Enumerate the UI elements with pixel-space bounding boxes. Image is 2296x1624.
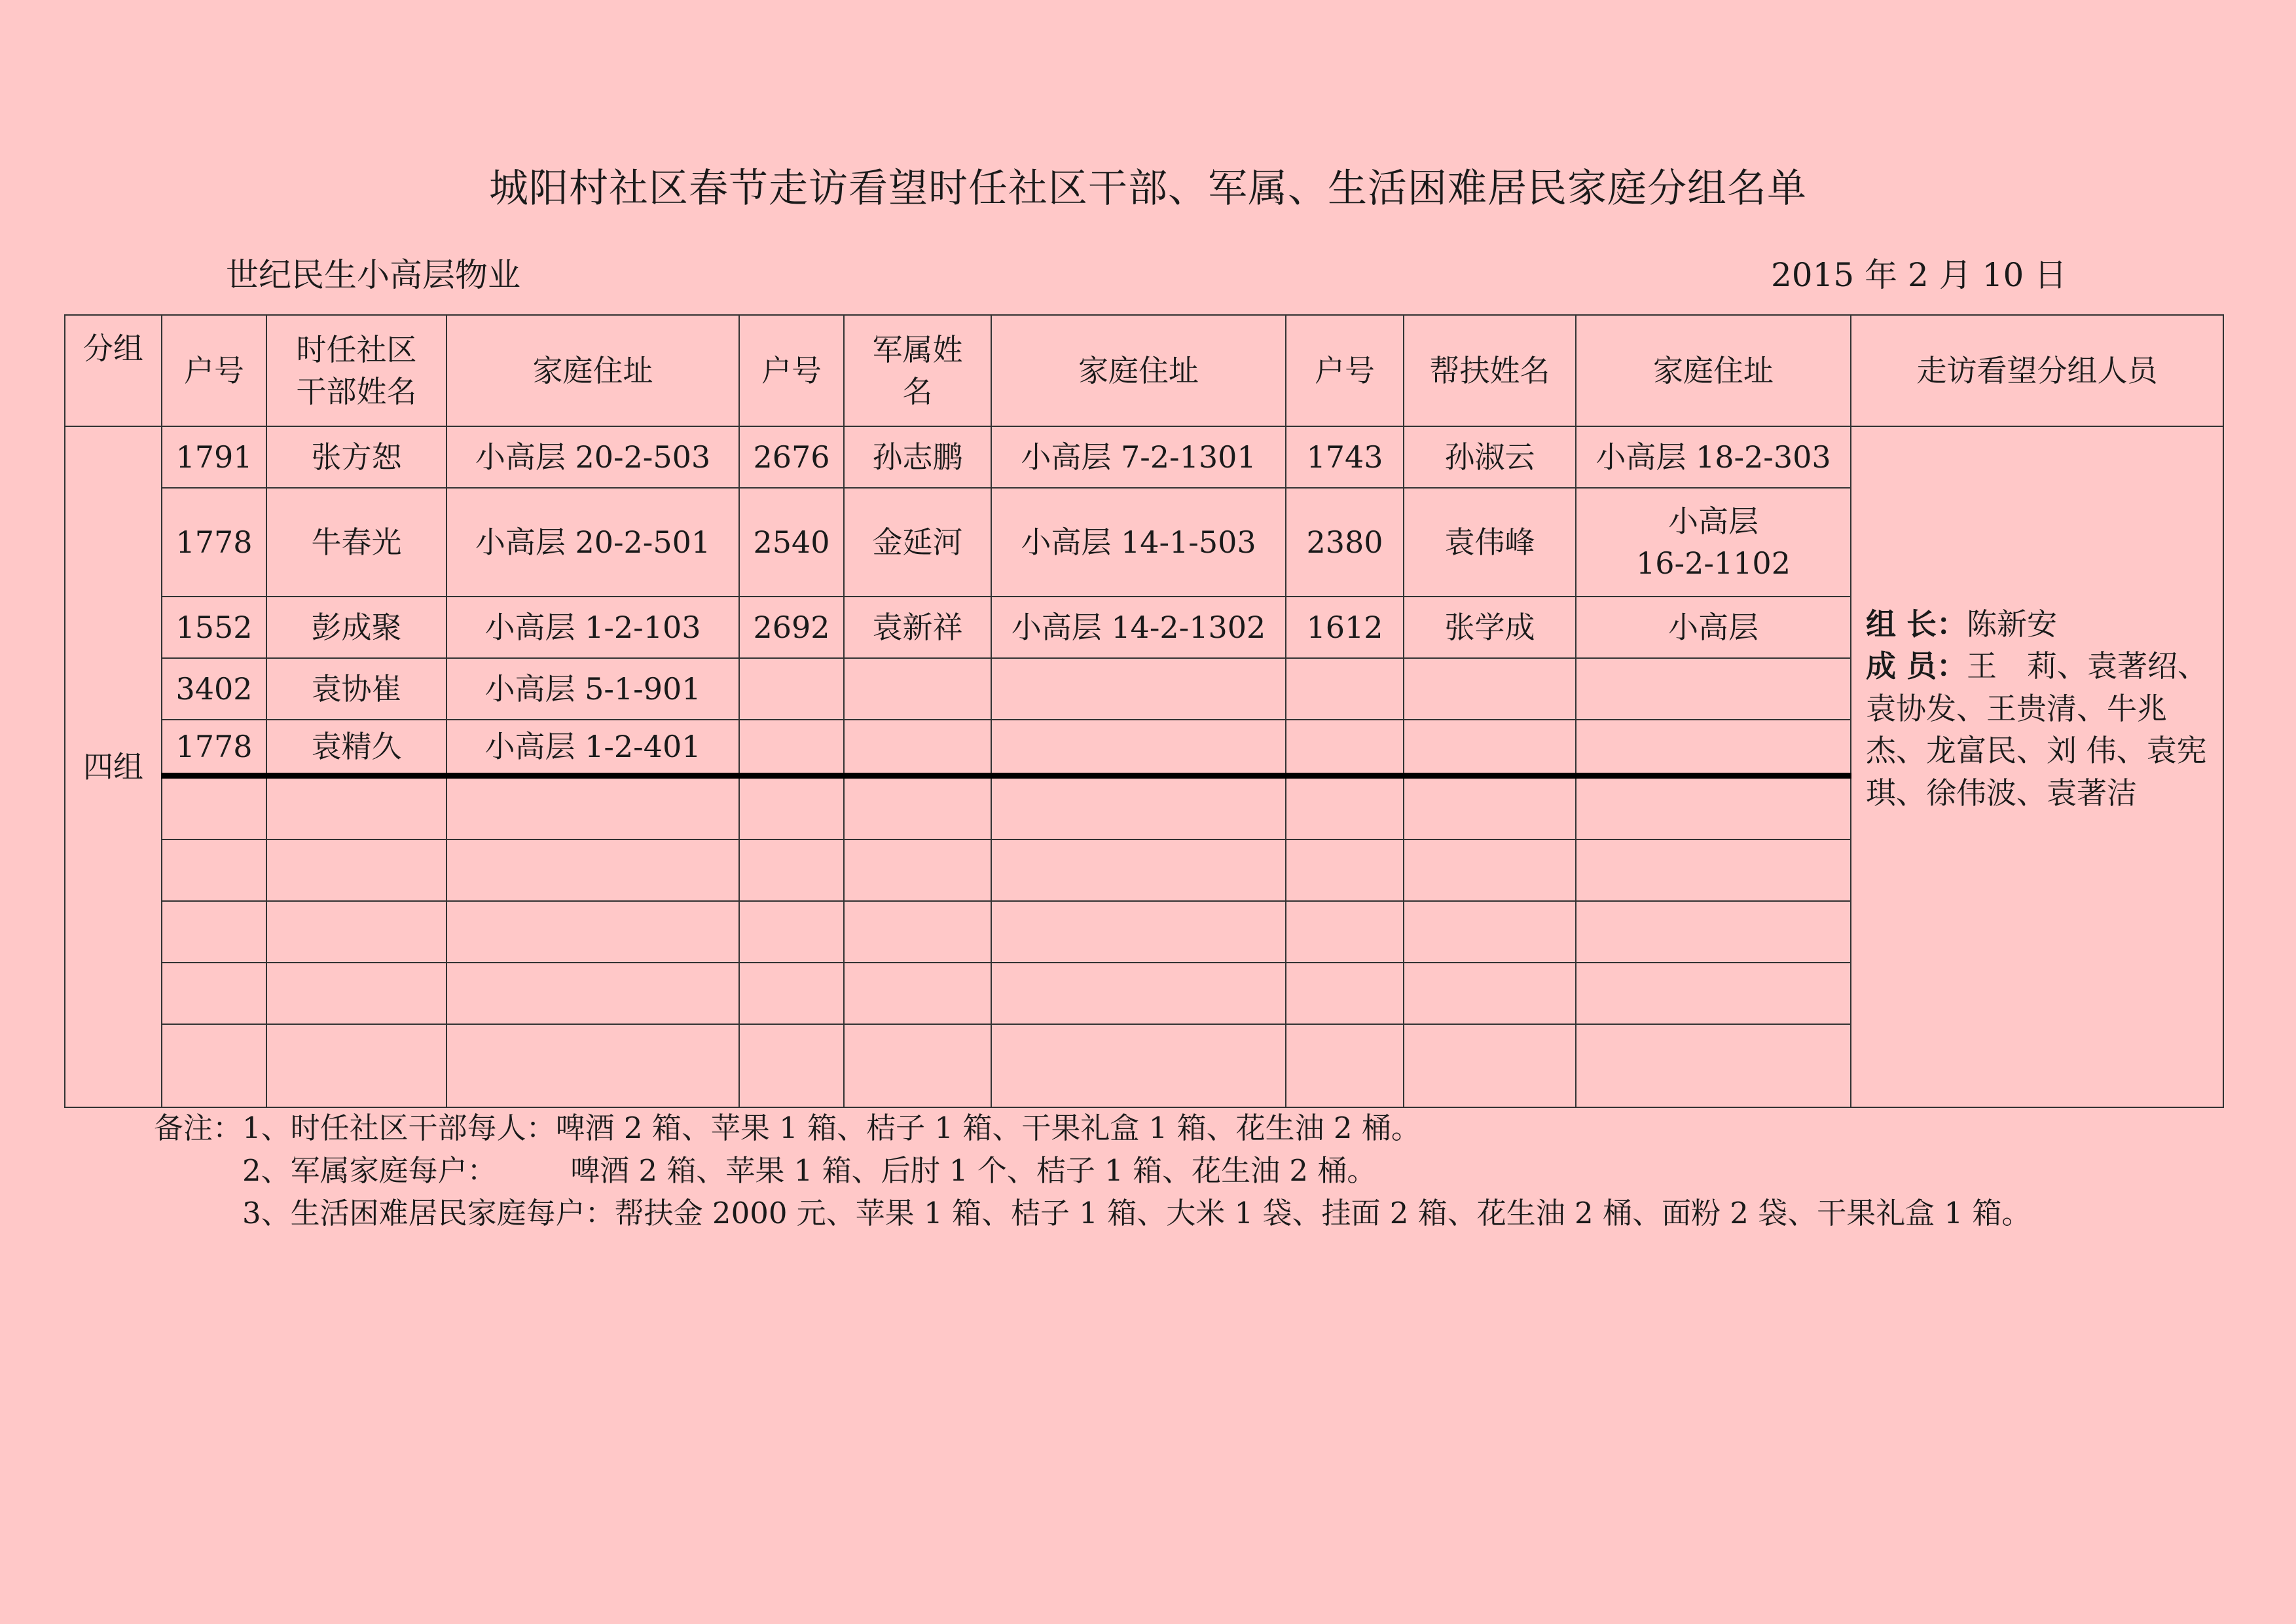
- header-row: [65, 315, 2223, 426]
- cell-no-3: [1286, 658, 1404, 720]
- header-group: 分组: [65, 315, 162, 426]
- cell-address-3: 小高层 18-2-303: [1576, 426, 1851, 488]
- header-visitors: 走访看望分组人员: [1851, 315, 2223, 426]
- cell-address-1: 小高层 5-1-901: [446, 658, 739, 720]
- cell-address-2: 小高层 7-2-1301: [991, 426, 1286, 488]
- header-no-2: 户号: [739, 315, 844, 426]
- cell-address-3: 小高层 16-2-1102: [1576, 488, 1851, 597]
- cell-no-2: [739, 720, 844, 776]
- note-line: 备注：1、时任社区干部每人：啤酒 2 箱、苹果 1 箱、桔子 1 箱、干果礼盒 1 箱、花生油 2 桶。: [154, 1111, 1421, 1145]
- cell-aid-name: 孙淑云: [1404, 426, 1576, 488]
- visit-roster-table: [64, 314, 2224, 1108]
- cell-no-1: 1791: [162, 426, 266, 488]
- cell-no-3: 2380: [1286, 488, 1404, 597]
- cell-cadre-name: 彭成聚: [266, 597, 446, 658]
- cell-address-2: 小高层 14-2-1302: [991, 597, 1286, 658]
- header-address-1: 家庭住址: [446, 315, 739, 426]
- visitors-top-cell: [1851, 426, 2223, 597]
- document-date: 2015 年 2 月 10 日: [1771, 256, 2068, 294]
- header-address-3: 家庭住址: [1576, 315, 1851, 426]
- cell-no-2: 2540: [739, 488, 844, 597]
- organization-name: 世纪民生小高层物业: [226, 256, 520, 294]
- cell-aid-name: 张学成: [1404, 597, 1576, 658]
- cell-cadre-name: 袁协崔: [266, 658, 446, 720]
- cell-no-3: 1743: [1286, 426, 1404, 488]
- header-no-1: 户号: [162, 315, 266, 426]
- cell-address-2: [991, 720, 1286, 776]
- header-no-3: 户号: [1286, 315, 1404, 426]
- cell-no-1: 1552: [162, 597, 266, 658]
- cell-address-1: 小高层 20-2-501: [446, 488, 739, 597]
- cell-address-3: [1576, 720, 1851, 776]
- cell-address-3: 小高层: [1576, 597, 1851, 658]
- cell-no-1: 1778: [162, 488, 266, 597]
- cell-address-3: [1576, 658, 1851, 720]
- cell-no-2: [739, 658, 844, 720]
- table-row: [65, 597, 2223, 658]
- cell-aid-name: [1404, 720, 1576, 776]
- cell-military-name: 袁新祥: [844, 597, 991, 658]
- cell-address-2: [991, 658, 1286, 720]
- cell-military-name: 孙志鹏: [844, 426, 991, 488]
- cell-address-2: 小高层 14-1-503: [991, 488, 1286, 597]
- cell-no-1: 1778: [162, 720, 266, 776]
- cell-cadre-name: 张方恕: [266, 426, 446, 488]
- team-members-line: 成 员：王 莉、袁著绍、袁协发、王贵清、牛兆杰、龙富民、刘 伟、袁宪琪、徐伟波、袁著洁: [1866, 648, 2208, 811]
- visitors-team-cell: [1851, 597, 2223, 1107]
- cell-no-3: [1286, 720, 1404, 776]
- header-address-2: 家庭住址: [991, 315, 1286, 426]
- cell-address-1: 小高层 1-2-103: [446, 597, 739, 658]
- team-leader-line: 组 长：陈新安: [1866, 606, 2058, 642]
- cell-address-1: 小高层 1-2-401: [446, 720, 739, 776]
- header-cadre-name: 时任社区 干部姓名: [266, 315, 446, 426]
- cell-no-3: 1612: [1286, 597, 1404, 658]
- cell-military-name: 金延河: [844, 488, 991, 597]
- note-line: 3、生活困难居民家庭每户：帮扶金 2000 元、苹果 1 箱、桔子 1 箱、大米 1 袋、挂面 2 箱、花生油 2 桶、面粉 2 袋、干果礼盒 1 箱。: [154, 1196, 2032, 1230]
- cell-no-1: 3402: [162, 658, 266, 720]
- header-aid-name: 帮扶姓名: [1404, 315, 1576, 426]
- cell-no-2: 2676: [739, 426, 844, 488]
- group-name-cell: 四组: [65, 426, 162, 1107]
- document-title: 城阳村社区春节走访看望时任社区干部、军属、生活困难居民家庭分组名单: [489, 166, 1807, 212]
- cell-aid-name: 袁伟峰: [1404, 488, 1576, 597]
- table-row: [65, 426, 2223, 488]
- cell-cadre-name: 牛春光: [266, 488, 446, 597]
- cell-military-name: [844, 720, 991, 776]
- header-military-name: 军属姓 名: [844, 315, 991, 426]
- note-line: 2、军属家庭每户： 啤酒 2 箱、苹果 1 箱、后肘 1 个、桔子 1 箱、花生油 2 桶。: [154, 1153, 1377, 1188]
- cell-address-1: 小高层 20-2-503: [446, 426, 739, 488]
- notes-section: [154, 1107, 2031, 1234]
- cell-cadre-name: 袁精久: [266, 720, 446, 776]
- cell-aid-name: [1404, 658, 1576, 720]
- cell-no-2: 2692: [739, 597, 844, 658]
- cell-military-name: [844, 658, 991, 720]
